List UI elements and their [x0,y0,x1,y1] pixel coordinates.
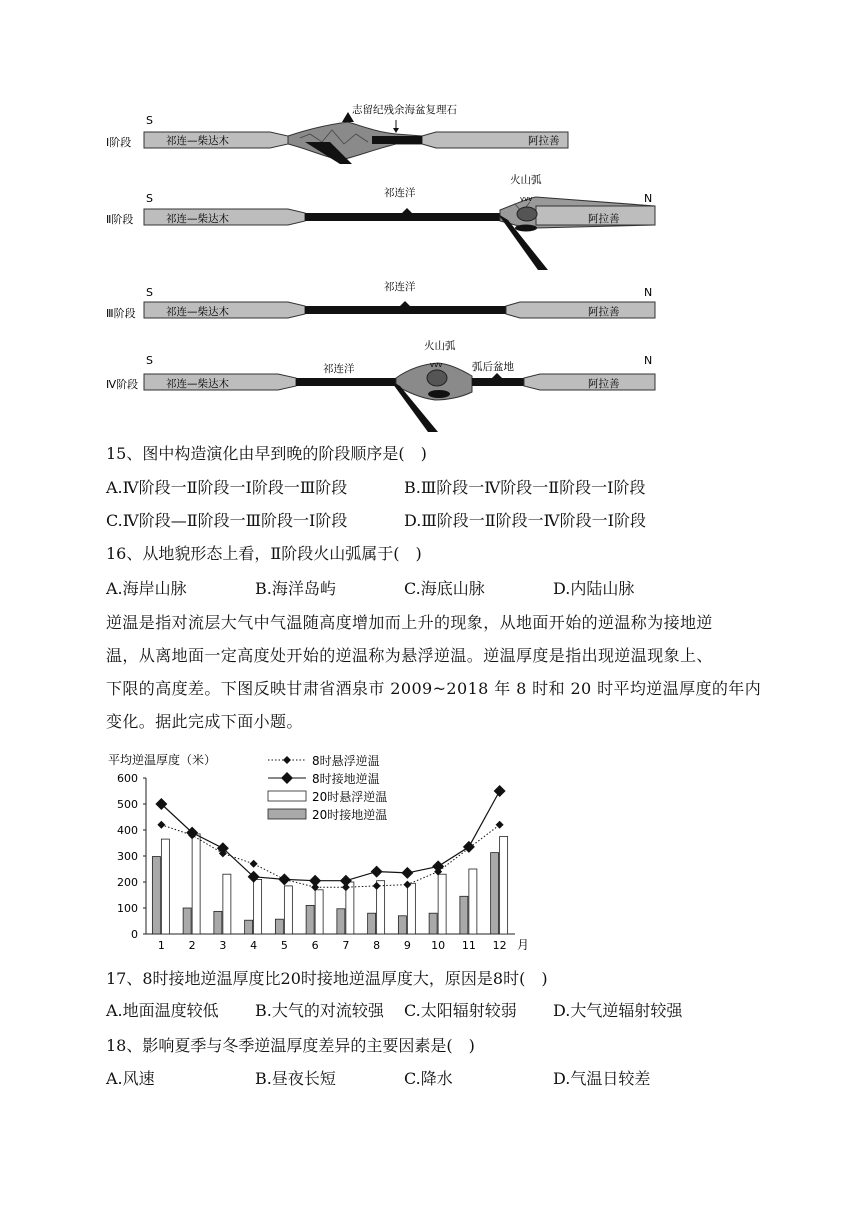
left-block-label: 祁连—柴达木 [166,135,229,147]
bar [368,913,376,934]
stage-4-label: Ⅳ阶段 [106,378,139,391]
legend-marker [283,756,291,764]
stage-2-ocean: 祁连洋 [384,187,416,199]
question-17-option-a[interactable]: A.地面温度较低 [106,1001,219,1020]
bar [223,874,231,934]
passage-line: 下限的高度差。下图反映甘肃省酒泉市 2009~2018 年 8 时和 20 时平均逆温厚度的年内 [106,679,762,698]
stage-3-label: Ⅲ阶段 [106,307,136,320]
stage-2-label: Ⅱ阶段 [106,213,134,226]
question-17-stem: 17、8时接地逆温厚度比20时接地逆温厚度大，原因是8时( ) [106,969,548,988]
question-16-option-c[interactable]: C.海底山脉 [404,579,485,598]
x-tick-label: 5 [280,939,288,952]
question-18-option-b[interactable]: B.昼夜长短 [255,1069,336,1088]
south-marker: S [146,114,153,127]
stage-1-label: Ⅰ阶段 [106,136,132,149]
point [250,860,258,868]
south-marker: S [146,354,153,367]
stage-4-basin: 弧后盆地 [472,361,514,373]
question-17-option-c[interactable]: C.太阳辐射较弱 [404,1001,517,1020]
stage-1 [106,103,568,164]
stage-4-arc: 火山弧 [424,340,456,352]
x-tick-label: 2 [188,939,196,952]
right-block-label: 阿拉善 [588,213,620,225]
question-18-option-a[interactable]: A.风速 [106,1069,155,1088]
bar [491,853,499,934]
legend-label: 20时悬浮逆温 [312,790,388,804]
x-tick-label: 12 [492,939,507,952]
stage-4-ocean: 祁连洋 [323,363,355,375]
question-17-option-d[interactable]: D.大气逆辐射较强 [553,1001,683,1020]
left-block-label: 祁连—柴达木 [166,378,229,390]
bar [398,916,406,934]
bar [438,874,446,934]
passage-line: 变化。据此完成下面小题。 [106,712,303,731]
stage-3-ocean: 祁连洋 [384,281,416,293]
point [157,821,165,829]
question-18-option-d[interactable]: D.气温日较差 [553,1069,651,1088]
x-tick-label: 7 [342,939,350,952]
bar [275,919,283,934]
stage-2 [106,173,655,270]
y-tick-label: 600 [117,772,138,785]
question-15-stem: 15、图中构造演化由早到晚的阶段顺序是( ) [106,444,427,463]
bar [161,839,169,934]
point [496,821,504,829]
bar [429,913,437,934]
bar [152,857,160,934]
question-15-option-a[interactable]: A.Ⅳ阶段一Ⅱ阶段一Ⅰ阶段一Ⅲ阶段 [106,478,348,497]
tectonic-diagram [100,98,670,436]
x-tick-label: 1 [157,939,165,952]
south-marker: S [146,286,153,299]
bar [254,879,262,934]
x-tick-label: 9 [403,939,411,952]
legend-swatch [268,809,306,819]
bar [460,896,468,934]
left-block-label: 祁连—柴达木 [166,306,229,318]
legend-swatch [268,791,306,801]
bar [245,920,253,934]
y-tick-label: 400 [117,824,138,837]
passage-line: 逆温是指对流层大气中气温随高度增加而上升的现象，从地面开始的逆温称为接地逆 [106,613,713,632]
south-marker: S [146,192,153,205]
passage-line: 温，从离地面一定高度处开始的逆温称为悬浮逆温。逆温厚度是指出现逆温现象上、 [106,646,713,665]
legend-label: 8时接地逆温 [312,772,380,786]
question-16-option-d[interactable]: D.内陆山脉 [553,579,635,598]
point [278,873,290,885]
x-tick-label: 6 [311,939,319,952]
y-tick-label: 100 [117,902,138,915]
bar [214,911,222,934]
inversion-chart [100,748,530,956]
bar [500,837,508,935]
north-marker: N [644,286,653,299]
stage-1-annotation: 志留纪残余海盆复理石 [352,104,457,116]
y-tick-label: 300 [117,850,138,863]
y-axis-label: 平均逆温厚度（米） [108,753,217,767]
bar [284,886,292,934]
y-tick-label: 0 [131,928,138,941]
stage-3 [106,280,655,320]
y-tick-label: 200 [117,876,138,889]
bar [183,908,191,934]
x-tick-label: 4 [250,939,258,952]
question-16-stem: 16、从地貌形态上看，Ⅱ阶段火山弧属于( ) [106,544,422,563]
point [401,867,413,879]
y-tick-label: 500 [117,798,138,811]
bar [337,909,345,934]
bar [315,890,323,934]
north-marker: N [644,192,653,205]
x-axis-label: 月 [517,938,530,952]
bar [469,869,477,934]
question-15-option-b[interactable]: B.Ⅲ阶段一Ⅳ阶段一Ⅱ阶段一Ⅰ阶段 [404,478,646,497]
stage-4 [106,339,655,432]
left-block-label: 祁连—柴达木 [166,213,229,225]
bar [192,834,200,934]
point [309,875,321,887]
x-tick-label: 10 [431,939,446,952]
right-block-label: 阿拉善 [588,378,620,390]
question-18-stem: 18、影响夏季与冬季逆温厚度差异的主要因素是( ) [106,1036,475,1055]
passage [106,606,762,738]
stage-2-arc: 火山弧 [510,174,542,186]
x-tick-label: 3 [219,939,227,952]
x-tick-label: 11 [461,939,476,952]
legend-label: 8时悬浮逆温 [312,754,380,768]
question-17-option-b[interactable]: B.大气的对流较强 [255,1001,384,1020]
question-16-option-b[interactable]: B.海洋岛屿 [255,579,336,598]
question-18-option-c[interactable]: C.降水 [404,1069,453,1088]
arc-symbol: vvv [520,195,533,203]
point [432,860,444,872]
bar [306,905,314,934]
point [494,785,506,797]
series-line [161,825,499,887]
question-16-option-a[interactable]: A.海岸山脉 [106,579,187,598]
legend-marker [281,772,293,784]
bar [407,883,415,934]
north-marker: N [644,354,653,367]
right-block-label: 阿拉善 [588,306,620,318]
question-15-option-c[interactable]: C.Ⅳ阶段—Ⅱ阶段一Ⅲ阶段一Ⅰ阶段 [106,511,348,530]
right-block-label: 阿拉善 [528,135,560,147]
x-tick-label: 8 [373,939,381,952]
legend-label: 20时接地逆温 [312,808,388,822]
series-line [161,791,499,881]
point [371,866,383,878]
arc-symbol: vvv [430,361,443,369]
question-15-option-d[interactable]: D.Ⅲ阶段一Ⅱ阶段一Ⅳ阶段一Ⅰ阶段 [404,511,646,530]
